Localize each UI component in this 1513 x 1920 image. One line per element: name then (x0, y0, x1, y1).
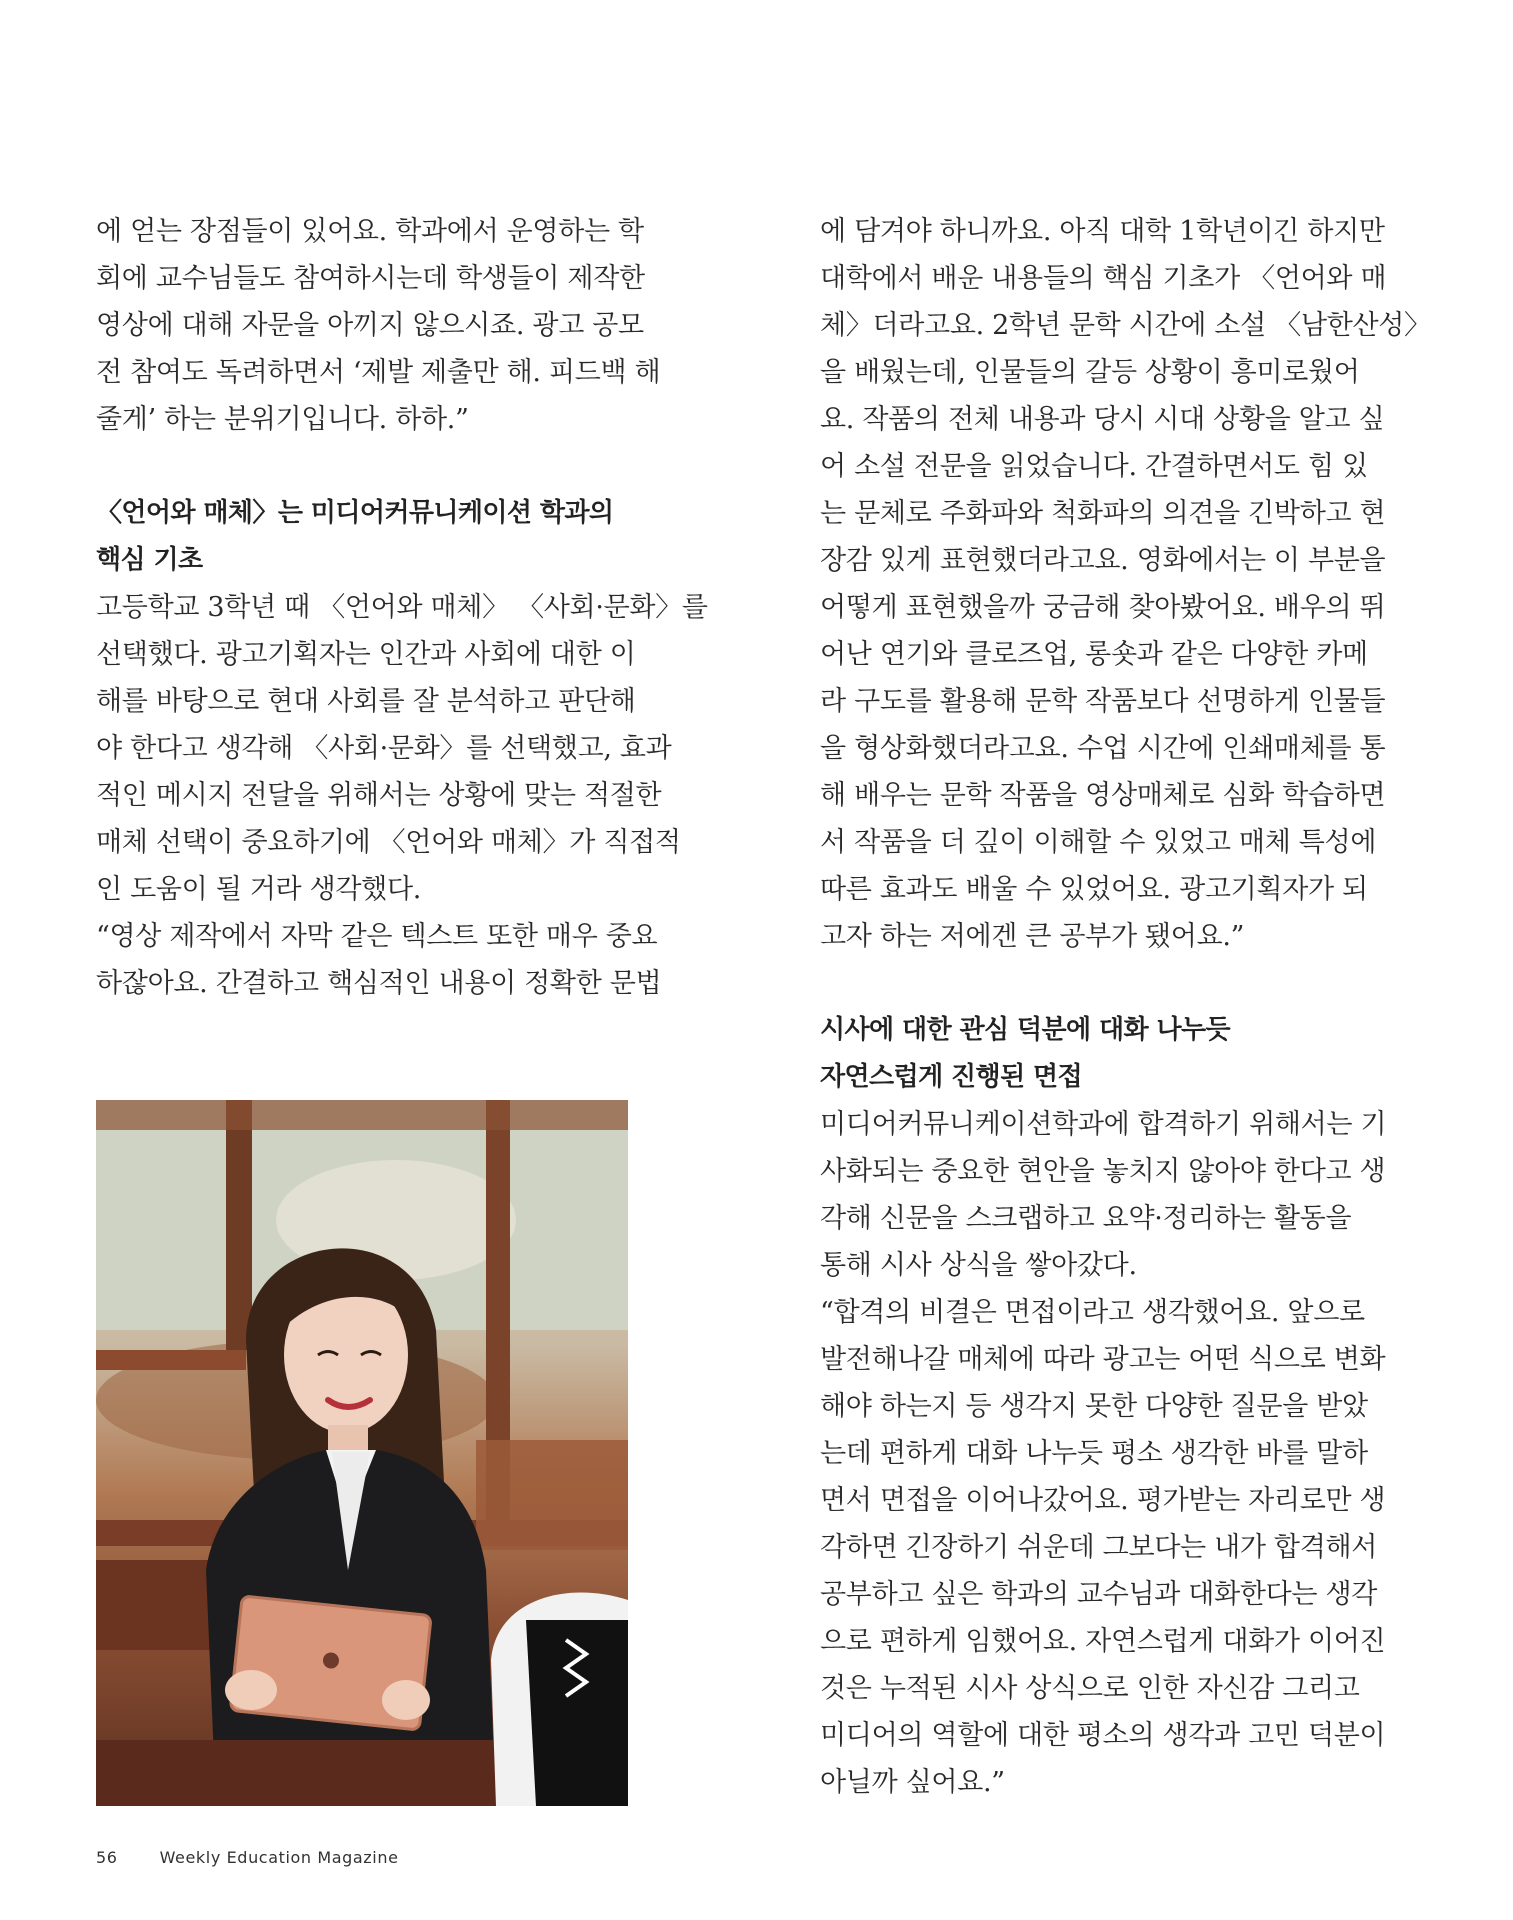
right-body-paragraph (820, 1101, 1387, 1806)
left-column (96, 208, 708, 1007)
text-line: 통해 시사 상식을 쌓아갔다. (820, 1250, 1137, 1281)
text-line: 회에 교수님들도 참여하시는데 학생들이 제작한 (96, 263, 645, 294)
text-line: 전 참여도 독려하면서 ‘제발 제출만 해. 피드백 해 (96, 357, 661, 388)
text-line: 해 배우는 문학 작품을 영상매체로 심화 학습하면 (820, 780, 1386, 811)
section-heading-interview (820, 1007, 1360, 1101)
text-line: 는데 편하게 대화 나누듯 평소 생각한 바를 말하 (820, 1438, 1368, 1469)
text-line: 발전해나갈 매체에 따라 광고는 어떤 식으로 변화 (820, 1344, 1386, 1375)
text-line: 매체 선택이 중요하기에 〈언어와 매체〉가 직접적 (96, 827, 681, 858)
heading-line: 시사에 대한 관심 덕분에 대화 나누듯 (820, 1015, 1230, 1045)
left-intro-paragraph (96, 208, 661, 443)
text-line: 고등학교 3학년 때 〈언어와 매체〉 〈사회·문화〉를 (96, 592, 708, 623)
left-body-paragraph (96, 584, 708, 1007)
text-line: 서 작품을 더 깊이 이해할 수 있었고 매체 특성에 (820, 827, 1377, 858)
page-footer (96, 1848, 399, 1867)
text-line: 인 도움이 될 거라 생각했다. (96, 874, 422, 905)
heading-line: 핵심 기초 (96, 545, 203, 575)
text-line: 라 구도를 활용해 문학 작품보다 선명하게 인물들 (820, 686, 1386, 717)
text-line: 으로 편하게 임했어요. 자연스럽게 대화가 이어진 (820, 1626, 1386, 1657)
text-line: 면서 면접을 이어나갔어요. 평가받는 자리로만 생 (820, 1485, 1386, 1516)
right-intro-paragraph (820, 208, 1431, 960)
text-line: 어난 연기와 클로즈업, 롱숏과 같은 다양한 카메 (820, 639, 1368, 670)
magazine-name: Weekly Education Magazine (159, 1848, 399, 1867)
text-line: 적인 메시지 전달을 위해서는 상황에 맞는 적절한 (96, 780, 662, 811)
text-line: 것은 누적된 시사 상식으로 인한 자신감 그리고 (820, 1673, 1360, 1704)
text-line: “합격의 비결은 면접이라고 생각했어요. 앞으로 (820, 1297, 1365, 1328)
text-line: 하잖아요. 간결하고 핵심적인 내용이 정확한 문법 (96, 968, 662, 999)
student-portrait-photo (96, 1100, 628, 1806)
text-line: 고자 하는 저에겐 큰 공부가 됐어요.” (820, 921, 1245, 952)
heading-line: 〈언어와 매체〉는 미디어커뮤니케이션 학과의 (96, 498, 614, 528)
text-line: 요. 작품의 전체 내용과 당시 시대 상황을 알고 싶 (820, 404, 1385, 435)
text-line: 줄게’ 하는 분위기입니다. 하하.” (96, 404, 469, 435)
text-line: 해야 하는지 등 생각지 못한 다양한 질문을 받았 (820, 1391, 1368, 1422)
text-line: 대학에서 배운 내용들의 핵심 기초가 〈언어와 매 (820, 263, 1387, 294)
text-line: “영상 제작에서 자막 같은 텍스트 또한 매우 중요 (96, 921, 658, 952)
text-line: 에 담겨야 하니까요. 아직 대학 1학년이긴 하지만 (820, 216, 1385, 247)
text-line: 각하면 긴장하기 쉬운데 그보다는 내가 합격해서 (820, 1532, 1378, 1563)
text-line: 사화되는 중요한 현안을 놓치지 않아야 한다고 생 (820, 1156, 1386, 1187)
text-line: 체〉더라고요. 2학년 문학 시간에 소설 〈남한산성〉 (820, 310, 1431, 341)
text-line: 공부하고 싶은 학과의 교수님과 대화한다는 생각 (820, 1579, 1378, 1610)
text-line: 해를 바탕으로 현대 사회를 잘 분석하고 판단해 (96, 686, 636, 717)
portrait-illustration (96, 1100, 628, 1806)
text-line: 을 형상화했더라고요. 수업 시간에 인쇄매체를 통 (820, 733, 1386, 764)
paragraph-gap (96, 443, 636, 490)
text-line: 선택했다. 광고기획자는 인간과 사회에 대한 이 (96, 639, 636, 670)
text-line: 영상에 대해 자문을 아끼지 않으시죠. 광고 공모 (96, 310, 644, 341)
section-heading-language-media (96, 490, 636, 584)
text-line: 는 문체로 주화파와 척화파의 의견을 긴박하고 현 (820, 498, 1386, 529)
text-line: 어 소설 전문을 읽었습니다. 간결하면서도 힘 있 (820, 451, 1368, 482)
text-line: 아닐까 싶어요.” (820, 1767, 1005, 1798)
text-line: 에 얻는 장점들이 있어요. 학과에서 운영하는 학 (96, 216, 644, 247)
text-line: 장감 있게 표현했더라고요. 영화에서는 이 부분을 (820, 545, 1386, 576)
text-line: 각해 신문을 스크랩하고 요약·정리하는 활동을 (820, 1203, 1352, 1234)
heading-line: 자연스럽게 진행된 면접 (820, 1062, 1083, 1092)
paragraph-gap (820, 960, 1360, 1007)
text-line: 어떻게 표현했을까 궁금해 찾아봤어요. 배우의 뛰 (820, 592, 1386, 623)
text-line: 을 배웠는데, 인물들의 갈등 상황이 흥미로웠어 (820, 357, 1360, 388)
text-line: 야 한다고 생각해 〈사회·문화〉를 선택했고, 효과 (96, 733, 672, 764)
text-line: 미디어의 역할에 대한 평소의 생각과 고민 덕분이 (820, 1720, 1386, 1751)
right-column (820, 208, 1431, 1806)
text-line: 미디어커뮤니케이션학과에 합격하기 위해서는 기 (820, 1109, 1387, 1140)
text-line: 따른 효과도 배울 수 있었어요. 광고기획자가 되 (820, 874, 1368, 905)
page-number: 56 (96, 1848, 118, 1867)
